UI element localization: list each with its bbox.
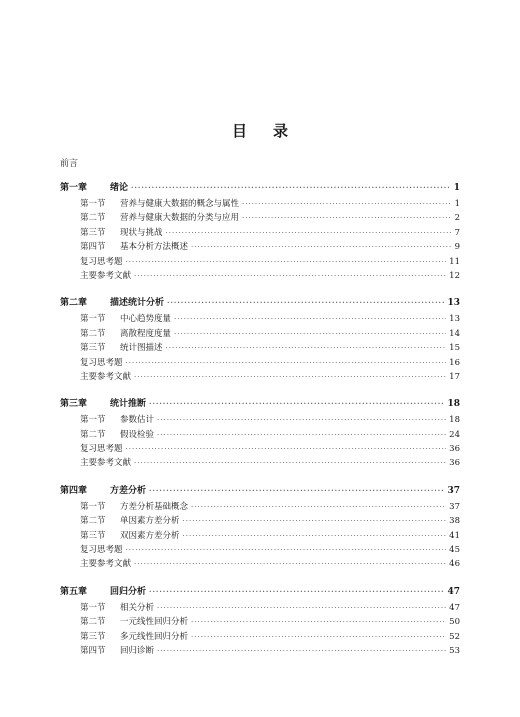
section-entry[interactable] [60,428,460,442]
section-number: 第二节 [80,429,106,440]
chapter-entry[interactable] [60,483,460,498]
section-page-number: 24 [449,429,460,440]
dot-leader [157,644,446,658]
section-page-number: 17 [449,371,460,382]
section-title: 基本分析方法概述 [120,242,189,253]
section-page-number: 18 [449,415,460,426]
chapter-title: 方差分析 [110,485,147,496]
section-title: 中心趋势度量 [120,314,172,325]
chapter-entry[interactable] [60,180,460,195]
section-entry[interactable] [60,226,460,240]
section-page-number: 52 [449,631,460,642]
section-number: 第三节 [80,631,106,642]
chapter-page-number: 13 [447,298,460,309]
section-title: 一元线性回归分析 [120,617,189,628]
section-page-number: 9 [454,242,460,253]
chapter-block [60,584,460,659]
section-page-number: 13 [449,314,460,325]
chapter-page-number: 1 [453,183,460,193]
section-page-number: 47 [449,602,460,613]
chapter-number: 第三章 [60,399,88,410]
section-number: 第三节 [80,343,106,354]
section-entry[interactable] [60,456,460,470]
section-page-number: 53 [449,645,460,656]
section-title: 复习思考题 [80,444,123,455]
section-title: 营养与健康大数据的分类与应用 [120,213,240,224]
section-number: 第二节 [80,213,106,224]
section-entry[interactable] [60,630,460,644]
section-entry[interactable] [60,269,460,283]
section-page-number: 46 [449,559,460,570]
section-entry[interactable] [60,557,460,571]
section-title: 离散程度度量 [120,328,172,339]
dot-leader [174,327,446,341]
dot-leader [183,514,447,528]
dot-leader [131,180,451,195]
table-of-contents [60,180,460,670]
dot-leader [134,269,446,283]
section-number: 第一节 [80,415,106,426]
section-title: 假设检验 [120,429,155,440]
section-page-number: 15 [449,343,460,354]
dot-leader [242,211,452,225]
chapter-number: 第一章 [60,183,88,193]
section-entry[interactable] [60,442,460,456]
section-entry[interactable] [60,601,460,615]
dot-leader [157,413,446,427]
chapter-number: 第二章 [60,298,88,309]
section-entry[interactable] [60,370,460,384]
section-page-number: 38 [449,516,460,527]
dot-leader [166,341,447,355]
chapter-block [60,295,460,384]
section-entry[interactable] [60,312,460,326]
chapter-block [60,180,460,283]
section-title: 主要参考文献 [80,458,132,469]
section-title: 主要参考文献 [80,270,132,281]
section-title: 现状与挑战 [120,227,163,238]
section-title: 统计图描述 [120,343,163,354]
section-entry[interactable] [60,356,460,370]
section-entry[interactable] [60,211,460,225]
chapter-page-number: 18 [447,399,460,410]
section-number: 第一节 [80,314,106,325]
dot-leader [157,601,446,615]
chapter-block [60,483,460,572]
dot-leader [167,295,444,310]
section-page-number: 16 [449,357,460,368]
preface-entry[interactable]: 前言 [60,159,79,169]
chapter-title: 统计推断 [110,399,147,410]
chapter-block [60,396,460,471]
dot-leader [191,615,446,629]
section-title: 方差分析基础概念 [120,501,189,512]
section-number: 第二节 [80,617,106,628]
section-title: 回归诊断 [120,645,155,656]
section-title: 复习思考题 [80,256,123,267]
section-page-number: 2 [454,213,460,224]
chapter-entry[interactable] [60,396,460,411]
section-title: 参数估计 [120,415,155,426]
section-entry[interactable] [60,413,460,427]
section-title: 复习思考题 [80,357,123,368]
section-title: 双因素方差分析 [120,530,180,541]
dot-leader [126,356,447,370]
section-entry[interactable] [60,255,460,269]
section-number: 第二节 [80,328,106,339]
chapter-entry[interactable] [60,295,460,310]
chapter-entry[interactable] [60,584,460,599]
dot-leader [157,428,446,442]
section-entry[interactable] [60,197,460,211]
section-number: 第一节 [80,199,106,209]
chapter-number: 第五章 [60,586,88,597]
section-entry[interactable] [60,543,460,557]
dot-leader [126,543,447,557]
section-title: 相关分析 [120,602,155,613]
section-entry[interactable] [60,529,460,543]
chapter-number: 第四章 [60,485,88,496]
section-title: 复习思考题 [80,545,123,556]
section-page-number: 11 [449,256,460,267]
section-title: 多元线性回归分析 [120,631,189,642]
section-page-number: 36 [449,444,460,455]
dot-leader [126,255,447,269]
dot-leader [242,197,452,211]
dot-leader [166,226,452,240]
section-page-number: 45 [449,545,460,556]
section-title: 主要参考文献 [80,371,132,382]
section-number: 第三节 [80,227,106,238]
chapter-page-number: 47 [447,586,460,597]
section-page-number: 50 [449,617,460,628]
title-char-right: 录 [273,122,289,140]
section-page-number: 14 [449,328,460,339]
chapter-page-number: 37 [447,485,460,496]
dot-leader [174,312,446,326]
section-title: 单因素方差分析 [120,516,180,527]
chapter-title: 回归分析 [110,586,147,597]
title-char-left: 目 [231,122,247,140]
section-entry[interactable] [60,341,460,355]
section-number: 第四节 [80,242,106,253]
dot-leader [149,584,444,599]
section-title: 营养与健康大数据的概念与属性 [120,199,240,209]
dot-leader [183,529,447,543]
section-page-number: 12 [449,270,460,281]
section-page-number: 1 [454,199,460,209]
dot-leader [149,483,444,498]
dot-leader [134,370,446,384]
section-page-number: 41 [449,530,460,541]
section-page-number: 7 [454,227,460,238]
dot-leader [134,557,446,571]
section-entry[interactable] [60,327,460,341]
dot-leader [191,240,452,254]
section-title: 主要参考文献 [80,559,132,570]
section-number: 第一节 [80,501,106,512]
section-page-number: 37 [449,501,460,512]
section-entry[interactable] [60,240,460,254]
section-entry[interactable] [60,615,460,629]
dot-leader [191,630,446,644]
page-title [0,120,520,141]
section-number: 第四节 [80,645,106,656]
dot-leader [191,500,446,514]
section-number: 第一节 [80,602,106,613]
section-entry[interactable] [60,644,460,658]
dot-leader [149,396,444,411]
dot-leader [134,456,446,470]
chapter-title: 描述统计分析 [110,298,165,309]
section-page-number: 36 [449,458,460,469]
chapter-title: 绪论 [110,183,129,193]
section-entry[interactable] [60,500,460,514]
dot-leader [126,442,447,456]
section-number: 第三节 [80,530,106,541]
section-number: 第二节 [80,516,106,527]
section-entry[interactable] [60,514,460,528]
